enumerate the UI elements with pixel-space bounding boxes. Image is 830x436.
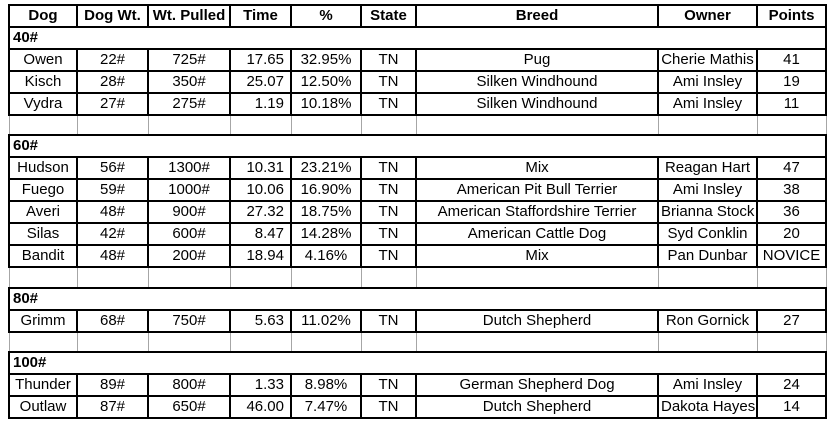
cell-dog-wt[interactable]: 42#	[77, 223, 148, 245]
empty-cell[interactable]	[9, 332, 77, 352]
cell-breed[interactable]: Pug	[416, 49, 658, 71]
cell-state[interactable]: TN	[361, 93, 416, 115]
cell-dog-wt[interactable]: 22#	[77, 49, 148, 71]
cell-dog-wt[interactable]: 87#	[77, 396, 148, 418]
cell-owner[interactable]: Ami Insley	[658, 374, 757, 396]
empty-cell[interactable]	[416, 332, 658, 352]
cell-breed[interactable]: American Pit Bull Terrier	[416, 179, 658, 201]
cell-dog[interactable]: Bandit	[9, 245, 77, 267]
weight-class-row	[9, 135, 826, 157]
cell-dog-wt[interactable]: 27#	[77, 93, 148, 115]
empty-cell[interactable]	[9, 267, 77, 287]
results-table	[8, 4, 827, 419]
column-header-dog[interactable]: Dog	[9, 5, 77, 27]
cell-breed[interactable]: Silken Windhound	[416, 93, 658, 115]
cell-state[interactable]: TN	[361, 71, 416, 93]
results-table-body	[9, 27, 826, 418]
column-header-points[interactable]: Points	[757, 5, 826, 27]
cell-time[interactable]: 18.94	[230, 245, 291, 267]
cell-dog-wt[interactable]: 48#	[77, 201, 148, 223]
empty-cell[interactable]	[416, 267, 658, 287]
table-row	[9, 157, 826, 179]
cell-time[interactable]: 17.65	[230, 49, 291, 71]
weight-class-row	[9, 288, 826, 310]
cell-owner[interactable]: Ami Insley	[658, 93, 757, 115]
cell-wt-pulled[interactable]: 275#	[148, 93, 230, 115]
cell-breed[interactable]: Dutch Shepherd	[416, 310, 658, 332]
cell-state[interactable]: TN	[361, 223, 416, 245]
cell-state[interactable]: TN	[361, 157, 416, 179]
cell-points[interactable]: 24	[757, 374, 826, 396]
table-row	[9, 201, 826, 223]
weight-class-label[interactable]: 40#	[9, 27, 826, 49]
cell-time[interactable]: 5.63	[230, 310, 291, 332]
empty-cell[interactable]	[416, 115, 658, 135]
cell-breed[interactable]: Dutch Shepherd	[416, 396, 658, 418]
empty-cell[interactable]	[757, 332, 826, 352]
cell-points[interactable]: 47	[757, 157, 826, 179]
cell-dog[interactable]: Vydra	[9, 93, 77, 115]
table-row	[9, 179, 826, 201]
cell-time[interactable]: 1.33	[230, 374, 291, 396]
weight-class-row	[9, 27, 826, 49]
cell-dog-wt[interactable]: 59#	[77, 179, 148, 201]
empty-cell[interactable]	[658, 332, 757, 352]
empty-cell[interactable]	[148, 115, 230, 135]
cell-dog[interactable]: Owen	[9, 49, 77, 71]
cell-time[interactable]: 27.32	[230, 201, 291, 223]
cell-dog[interactable]: Outlaw	[9, 396, 77, 418]
cell-points[interactable]: 14	[757, 396, 826, 418]
table-row	[9, 245, 826, 267]
column-header-owner[interactable]: Owner	[658, 5, 757, 27]
cell-time[interactable]: 46.00	[230, 396, 291, 418]
cell-percent[interactable]: 32.95%	[291, 49, 361, 71]
column-header-time[interactable]: Time	[230, 5, 291, 27]
column-header-percent[interactable]: %	[291, 5, 361, 27]
cell-wt-pulled[interactable]: 900#	[148, 201, 230, 223]
empty-cell[interactable]	[77, 267, 148, 287]
cell-time[interactable]: 1.19	[230, 93, 291, 115]
cell-state[interactable]: TN	[361, 201, 416, 223]
table-row	[9, 93, 826, 115]
cell-dog[interactable]: Grimm	[9, 310, 77, 332]
cell-state[interactable]: TN	[361, 396, 416, 418]
weight-class-label[interactable]: 80#	[9, 288, 826, 310]
table-row	[9, 310, 826, 332]
cell-percent[interactable]: 23.21%	[291, 157, 361, 179]
column-header-dog-wt[interactable]: Dog Wt.	[77, 5, 148, 27]
cell-state[interactable]: TN	[361, 179, 416, 201]
empty-cell[interactable]	[658, 267, 757, 287]
cell-owner[interactable]: Ami Insley	[658, 71, 757, 93]
empty-cell[interactable]	[230, 115, 291, 135]
cell-breed[interactable]: American Cattle Dog	[416, 223, 658, 245]
cell-dog[interactable]: Thunder	[9, 374, 77, 396]
cell-breed[interactable]: American Staffordshire Terrier	[416, 201, 658, 223]
cell-dog-wt[interactable]: 48#	[77, 245, 148, 267]
cell-owner[interactable]: Ron Gornick	[658, 310, 757, 332]
cell-breed[interactable]: Mix	[416, 157, 658, 179]
empty-cell[interactable]	[9, 115, 77, 135]
table-row	[9, 49, 826, 71]
cell-percent[interactable]: 7.47%	[291, 396, 361, 418]
empty-cell[interactable]	[291, 115, 361, 135]
cell-time[interactable]: 10.06	[230, 179, 291, 201]
cell-wt-pulled[interactable]: 1300#	[148, 157, 230, 179]
cell-wt-pulled[interactable]: 200#	[148, 245, 230, 267]
cell-time[interactable]: 25.07	[230, 71, 291, 93]
cell-state[interactable]: TN	[361, 245, 416, 267]
cell-dog[interactable]: Kisch	[9, 71, 77, 93]
empty-cell[interactable]	[757, 267, 826, 287]
cell-state[interactable]: TN	[361, 374, 416, 396]
cell-breed[interactable]: Silken Windhound	[416, 71, 658, 93]
cell-percent[interactable]: 16.90%	[291, 179, 361, 201]
empty-cell[interactable]	[658, 115, 757, 135]
cell-points[interactable]: 38	[757, 179, 826, 201]
column-header-state[interactable]: State	[361, 5, 416, 27]
cell-owner[interactable]: Reagan Hart	[658, 157, 757, 179]
cell-dog[interactable]: Hudson	[9, 157, 77, 179]
empty-cell[interactable]	[291, 267, 361, 287]
cell-owner[interactable]: Pan Dunbar	[658, 245, 757, 267]
empty-cell[interactable]	[230, 332, 291, 352]
cell-state[interactable]: TN	[361, 310, 416, 332]
cell-percent[interactable]: 14.28%	[291, 223, 361, 245]
cell-wt-pulled[interactable]: 1000#	[148, 179, 230, 201]
cell-wt-pulled[interactable]: 800#	[148, 374, 230, 396]
cell-points[interactable]: 11	[757, 93, 826, 115]
cell-owner[interactable]: Dakota Hayes	[658, 396, 757, 418]
table-row	[9, 71, 826, 93]
cell-dog[interactable]: Silas	[9, 223, 77, 245]
spacer-row	[9, 267, 826, 287]
empty-cell[interactable]	[361, 267, 416, 287]
cell-wt-pulled[interactable]: 750#	[148, 310, 230, 332]
empty-cell[interactable]	[148, 332, 230, 352]
empty-cell[interactable]	[757, 115, 826, 135]
empty-cell[interactable]	[77, 115, 148, 135]
cell-state[interactable]: TN	[361, 49, 416, 71]
cell-breed[interactable]: German Shepherd Dog	[416, 374, 658, 396]
cell-dog-wt[interactable]: 89#	[77, 374, 148, 396]
cell-points[interactable]: 36	[757, 201, 826, 223]
weight-class-label[interactable]: 60#	[9, 135, 826, 157]
cell-dog-wt[interactable]: 56#	[77, 157, 148, 179]
spacer-row	[9, 115, 826, 135]
cell-breed[interactable]: Mix	[416, 245, 658, 267]
cell-dog-wt[interactable]: 28#	[77, 71, 148, 93]
cell-wt-pulled[interactable]: 725#	[148, 49, 230, 71]
cell-percent[interactable]: 18.75%	[291, 201, 361, 223]
column-header-breed[interactable]: Breed	[416, 5, 658, 27]
cell-points[interactable]: 20	[757, 223, 826, 245]
cell-owner[interactable]: Ami Insley	[658, 179, 757, 201]
cell-dog[interactable]: Fuego	[9, 179, 77, 201]
cell-points[interactable]: 19	[757, 71, 826, 93]
empty-cell[interactable]	[361, 115, 416, 135]
cell-percent[interactable]: 12.50%	[291, 71, 361, 93]
cell-wt-pulled[interactable]: 350#	[148, 71, 230, 93]
empty-cell[interactable]	[230, 267, 291, 287]
cell-owner[interactable]: Brianna Stock	[658, 201, 757, 223]
weight-class-row	[9, 352, 826, 374]
empty-cell[interactable]	[77, 332, 148, 352]
cell-time[interactable]: 10.31	[230, 157, 291, 179]
cell-percent[interactable]: 10.18%	[291, 93, 361, 115]
column-header-wt-pulled[interactable]: Wt. Pulled	[148, 5, 230, 27]
cell-owner[interactable]: Syd Conklin	[658, 223, 757, 245]
cell-time[interactable]: 8.47	[230, 223, 291, 245]
weight-class-label[interactable]: 100#	[9, 352, 826, 374]
cell-dog-wt[interactable]: 68#	[77, 310, 148, 332]
cell-owner[interactable]: Cherie Mathis	[658, 49, 757, 71]
cell-percent[interactable]: 4.16%	[291, 245, 361, 267]
cell-points[interactable]: 27	[757, 310, 826, 332]
cell-wt-pulled[interactable]: 650#	[148, 396, 230, 418]
spacer-row	[9, 332, 826, 352]
empty-cell[interactable]	[361, 332, 416, 352]
table-row	[9, 396, 826, 418]
cell-percent[interactable]: 8.98%	[291, 374, 361, 396]
table-row	[9, 223, 826, 245]
cell-dog[interactable]: Averi	[9, 201, 77, 223]
table-row	[9, 374, 826, 396]
cell-points[interactable]: 41	[757, 49, 826, 71]
empty-cell[interactable]	[291, 332, 361, 352]
cell-points[interactable]: NOVICE	[757, 245, 826, 267]
header-row	[9, 5, 826, 27]
cell-wt-pulled[interactable]: 600#	[148, 223, 230, 245]
empty-cell[interactable]	[148, 267, 230, 287]
cell-percent[interactable]: 11.02%	[291, 310, 361, 332]
